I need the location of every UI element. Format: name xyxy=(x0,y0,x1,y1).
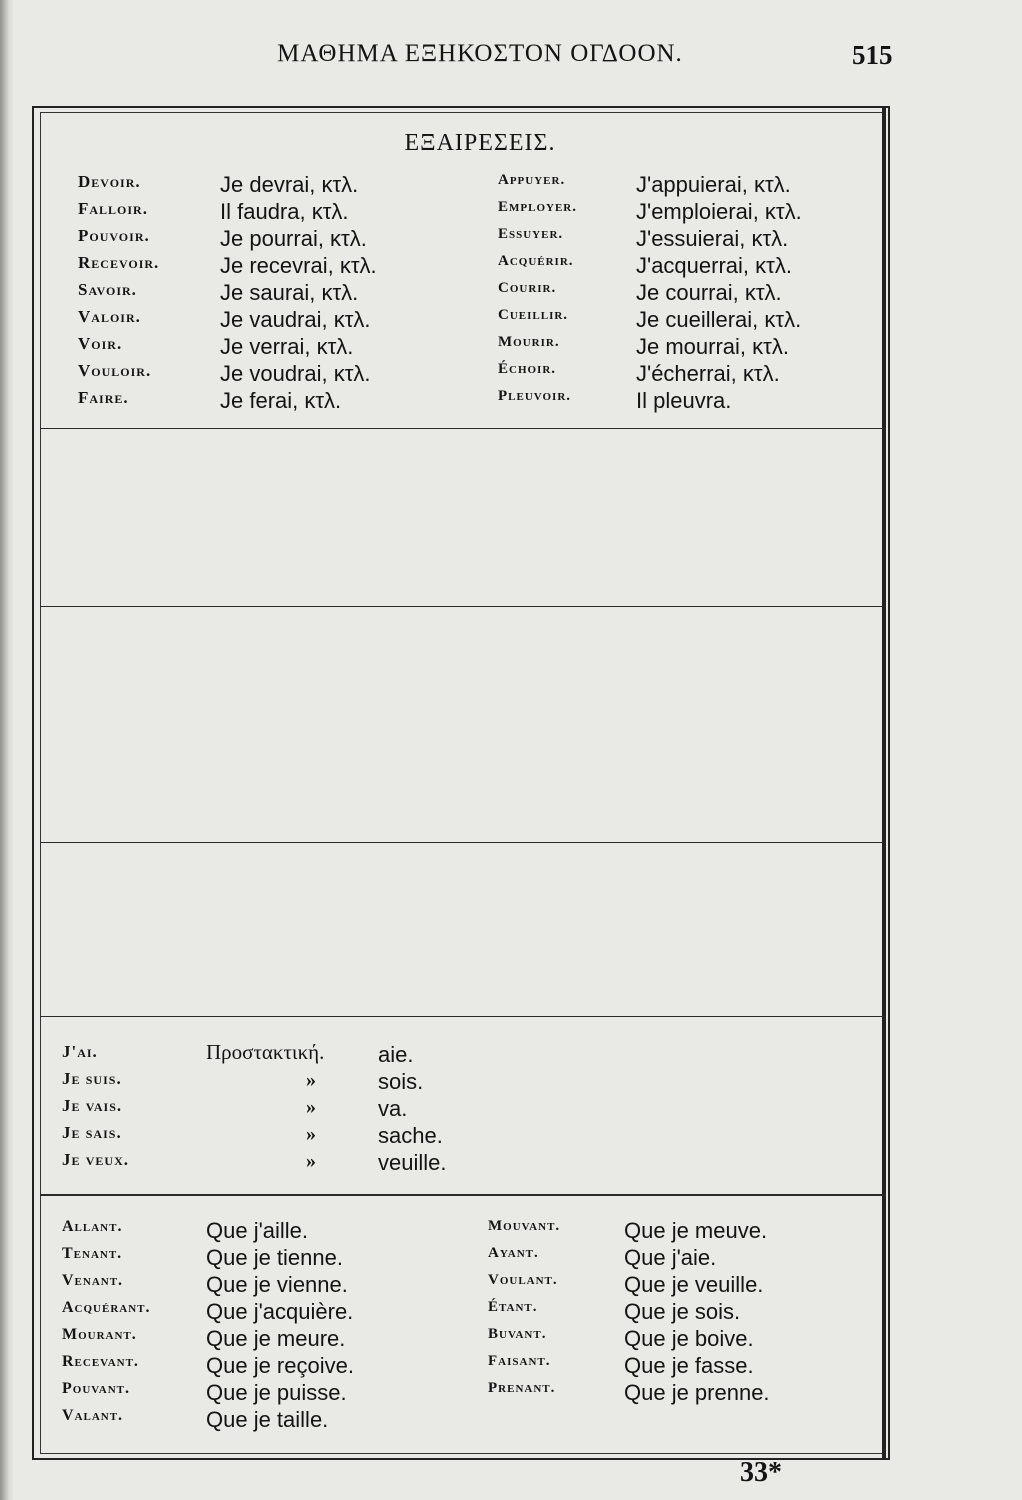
verb-label: Tenant. xyxy=(62,1245,123,1262)
verb-label: Mourant. xyxy=(62,1326,137,1343)
future-form: Je saurai, κτλ. xyxy=(220,280,359,305)
signature-mark: 33* xyxy=(740,1457,782,1488)
verb-label: Valant. xyxy=(62,1407,124,1424)
ditto-mark: » xyxy=(306,1123,316,1145)
verb-label: Allant. xyxy=(62,1218,123,1235)
verb-label: Ayant. xyxy=(488,1245,539,1261)
list-item xyxy=(0,388,1022,416)
list-item xyxy=(0,280,1022,308)
imperative-form: sache. xyxy=(378,1123,443,1148)
list-item xyxy=(0,1218,1022,1246)
list-item xyxy=(0,1299,1022,1327)
verb-label: Pouvant. xyxy=(62,1380,131,1397)
future-form: Je verrai, κτλ. xyxy=(220,334,354,359)
verb-label: Acquérir. xyxy=(498,253,574,269)
imperative-form: aie. xyxy=(378,1042,414,1067)
future-form: Je pourrai, κτλ. xyxy=(220,226,367,251)
ditto-mark: » xyxy=(306,1069,316,1091)
future-form: Il faudra, κτλ. xyxy=(220,199,349,224)
future-form: J'acquerrai, κτλ. xyxy=(636,253,792,278)
list-item xyxy=(0,1326,1022,1354)
subjunctive-form: Que je puisse. xyxy=(206,1380,347,1405)
future-form: Je vaudrai, κτλ. xyxy=(220,307,371,332)
verb-label: Essuyer. xyxy=(498,226,564,242)
section-divider xyxy=(40,1016,886,1017)
subjunctive-form: Que je meuve. xyxy=(624,1218,768,1243)
subjunctive-form: Que je veuille. xyxy=(624,1272,764,1297)
section-divider xyxy=(40,606,886,607)
list-item xyxy=(0,1123,1022,1151)
verb-label: Je suis. xyxy=(62,1069,122,1088)
future-form: J'essuierai, κτλ. xyxy=(636,226,789,251)
list-item xyxy=(0,199,1022,227)
future-form: Je voudrai, κτλ. xyxy=(220,361,371,386)
future-form: Je recevrai, κτλ. xyxy=(220,253,377,278)
list-item xyxy=(0,1042,1022,1070)
verb-label: Employer. xyxy=(498,199,577,215)
verb-label: Pouvoir. xyxy=(78,226,150,245)
running-title: ΜΑΘΗΜΑ ΕΞΗΚΟΣΤΟΝ ΟΓΔΟΟΝ. xyxy=(277,40,683,67)
verb-label: Je veux. xyxy=(62,1150,130,1169)
verb-label: Mourir. xyxy=(498,334,560,350)
verb-label: Recevant. xyxy=(62,1353,139,1370)
verb-label: Recevoir. xyxy=(78,253,160,272)
verb-label: J'ai. xyxy=(62,1042,98,1061)
list-item xyxy=(0,1272,1022,1300)
verb-label: Venant. xyxy=(62,1272,124,1289)
list-item xyxy=(0,1353,1022,1381)
verb-label: Buvant. xyxy=(488,1326,547,1342)
subjunctive-form: Que je boive. xyxy=(624,1326,754,1351)
future-form: J'emploierai, κτλ. xyxy=(636,199,802,224)
verb-label: Faire. xyxy=(78,388,129,407)
verb-label: Prenant. xyxy=(488,1380,556,1396)
subjunctive-form: Que je vienne. xyxy=(206,1272,348,1297)
subjunctive-form: Que je prenne. xyxy=(624,1380,770,1405)
page-number: 515 xyxy=(852,40,893,70)
subjunctive-form: Que je sois. xyxy=(624,1299,741,1324)
verb-label: Savoir. xyxy=(78,280,137,299)
list-item xyxy=(0,172,1022,200)
verb-label: Acquérant. xyxy=(62,1299,151,1316)
subjunctive-form: Que j'aille. xyxy=(206,1218,309,1243)
imperative-form: sois. xyxy=(378,1069,424,1094)
verb-label: Voulant. xyxy=(488,1272,558,1288)
list-item xyxy=(0,1407,1022,1435)
verb-label: Mouvant. xyxy=(488,1218,561,1234)
future-form: J'écherrai, κτλ. xyxy=(636,361,780,386)
list-item xyxy=(0,1245,1022,1273)
subjunctive-form: Que je fasse. xyxy=(624,1353,754,1378)
verb-label: Étant. xyxy=(488,1299,538,1315)
section-divider xyxy=(40,428,886,429)
subjunctive-form: Que j'aie. xyxy=(624,1245,717,1270)
future-form: Il pleuvra. xyxy=(636,388,732,413)
list-item xyxy=(0,253,1022,281)
verb-label: Échoir. xyxy=(498,361,557,377)
future-form: J'appuierai, κτλ. xyxy=(636,172,791,197)
verb-label: Vouloir. xyxy=(78,361,152,380)
subjunctive-form: Que je taille. xyxy=(206,1407,329,1432)
list-item xyxy=(0,1069,1022,1097)
verb-label: Cueillir. xyxy=(498,307,569,323)
subjunctive-form: Que je meure. xyxy=(206,1326,346,1351)
verb-label: Je vais. xyxy=(62,1096,123,1115)
imperative-form: veuille. xyxy=(378,1150,447,1175)
list-item xyxy=(0,1150,1022,1178)
subjunctive-form: Que je tienne. xyxy=(206,1245,343,1270)
list-item xyxy=(0,307,1022,335)
verb-label: Falloir. xyxy=(78,199,148,218)
verb-label: Voir. xyxy=(78,334,123,353)
list-item xyxy=(0,226,1022,254)
future-form: Je courrai, κτλ. xyxy=(636,280,782,305)
future-form: Je ferai, κτλ. xyxy=(220,388,342,413)
imperative-form: va. xyxy=(378,1096,408,1121)
verb-label: Valoir. xyxy=(78,307,141,326)
list-item xyxy=(0,1380,1022,1408)
subjunctive-form: Que je reçoive. xyxy=(206,1353,354,1378)
imperative-label: Προστακτική. xyxy=(206,1040,325,1064)
section-title: ΕΞΑΙΡΕΣΕΙΣ. xyxy=(404,130,556,156)
list-item xyxy=(0,361,1022,389)
ditto-mark: » xyxy=(306,1096,316,1118)
section-divider xyxy=(40,842,886,843)
ditto-mark: » xyxy=(306,1150,316,1172)
verb-label: Appuyer. xyxy=(498,172,566,188)
subjunctive-form: Que j'acquière. xyxy=(206,1299,354,1324)
future-form: Je mourrai, κτλ. xyxy=(636,334,789,359)
verb-label: Courir. xyxy=(498,280,557,296)
future-form: Je cueillerai, κτλ. xyxy=(636,307,802,332)
list-item xyxy=(0,334,1022,362)
verb-label: Pleuvoir. xyxy=(498,388,572,404)
section-divider xyxy=(40,1194,886,1196)
verb-label: Devoir. xyxy=(78,172,141,191)
future-form: Je devrai, κτλ. xyxy=(220,172,359,197)
verb-label: Faisant. xyxy=(488,1353,551,1369)
list-item xyxy=(0,1096,1022,1124)
verb-label: Je sais. xyxy=(62,1123,122,1142)
